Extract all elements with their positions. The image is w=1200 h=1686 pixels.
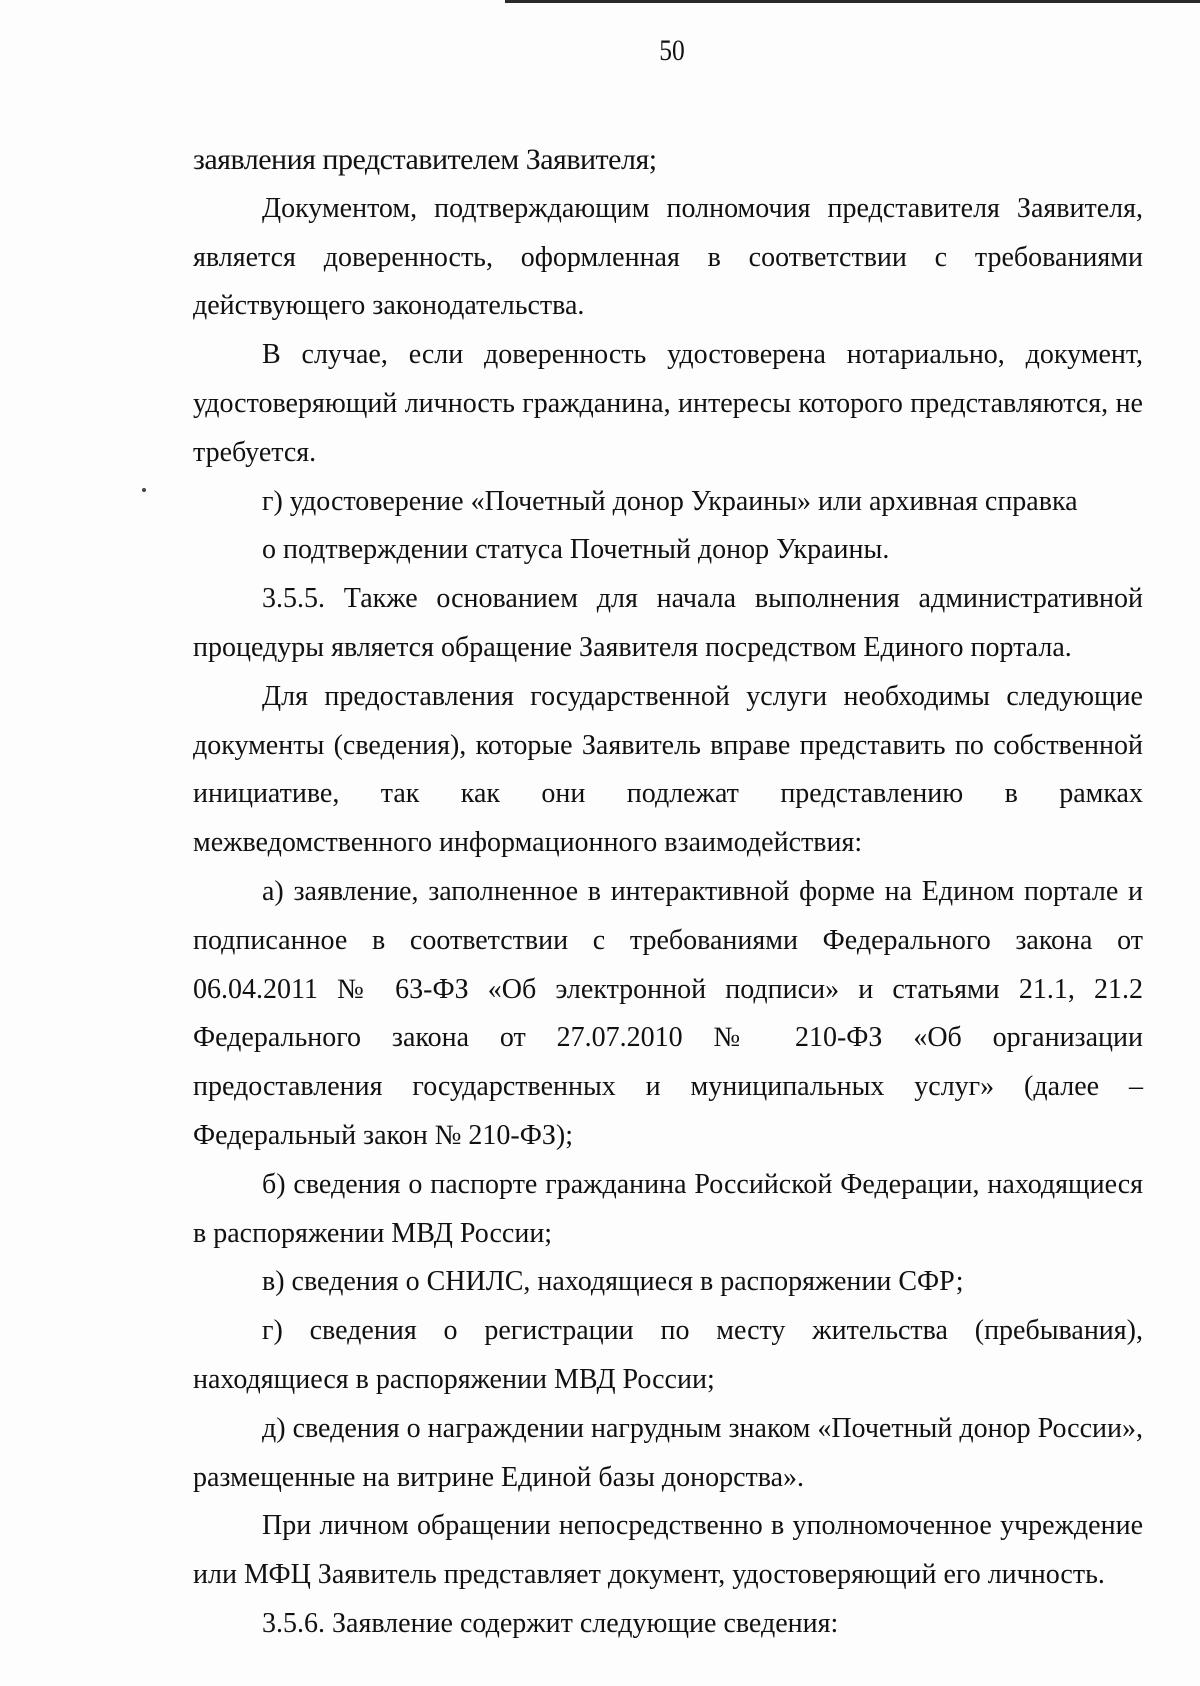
list-item: в) сведения о СНИЛС, находящиеся в распоряжении СФР; — [262, 1266, 964, 1298]
section-paragraph: 3.5.6. Заявление содержит следующие сведения: — [262, 1607, 839, 1639]
list-item: г) удостоверение «Почетный донор Украины» или архивная справка — [262, 485, 1078, 517]
paragraph: Документом, подтверждающим полномочия представителя Заявителя, является доверенность, оформленная в соответствии с требованиями действующего законодательства. — [193, 192, 1143, 322]
scan-speck — [142, 488, 146, 492]
list-item-continuation: о подтверждении статуса Почетный донор Украины. — [262, 534, 890, 566]
top-border-line — [505, 0, 1200, 3]
list-item: а) заявление, заполненное в интерактивной форме на Едином портале и подписанное в соответствии с требованиями Федерального закона от 06.04.2011 № 63-ФЗ «Об электронной подписи» и статьями 21.1, 21.2 Федерального закона от 27.07.2010 № 210-ФЗ «Об организации предоставления государственных и муниципальных услуг» (далее – Федеральный закон № 210-ФЗ); — [193, 875, 1143, 1151]
list-item: б) сведения о паспорте гражданина Российской Федерации, находящиеся в распоряжении МВД России; — [193, 1168, 1143, 1249]
list-item: д) сведения о награждении нагрудным знаком «Почетный донор России», размещенные на витрине Единой базы донорства». — [193, 1412, 1143, 1493]
paragraph-continuation: заявления представителем Заявителя; — [193, 143, 657, 176]
section-paragraph: 3.5.5. Также основанием для начала выполнения административной процедуры является обращение Заявителя посредством Единого портала. — [193, 583, 1143, 663]
document-body — [193, 136, 1143, 1649]
list-item: г) сведения о регистрации по месту жительства (пребывания), находящиеся в распоряжении МВД России; — [193, 1315, 1143, 1395]
page-number: 50 — [659, 34, 685, 67]
paragraph: При личном обращении непосредственно в уполномоченное учреждение или МФЦ Заявитель представляет документ, удостоверяющий его личность. — [193, 1510, 1143, 1591]
paragraph: В случае, если доверенность удостоверена нотариально, документ, удостоверяющий личность гражданина, интересы которого представляются, не требуется. — [193, 339, 1143, 468]
paragraph: Для предоставления государственной услуги необходимы следующие документы (сведения), которые Заявитель вправе представить по собственной инициативе, так как они подлежат представлению в рамках межведомственного информационного взаимодействия: — [193, 680, 1143, 859]
